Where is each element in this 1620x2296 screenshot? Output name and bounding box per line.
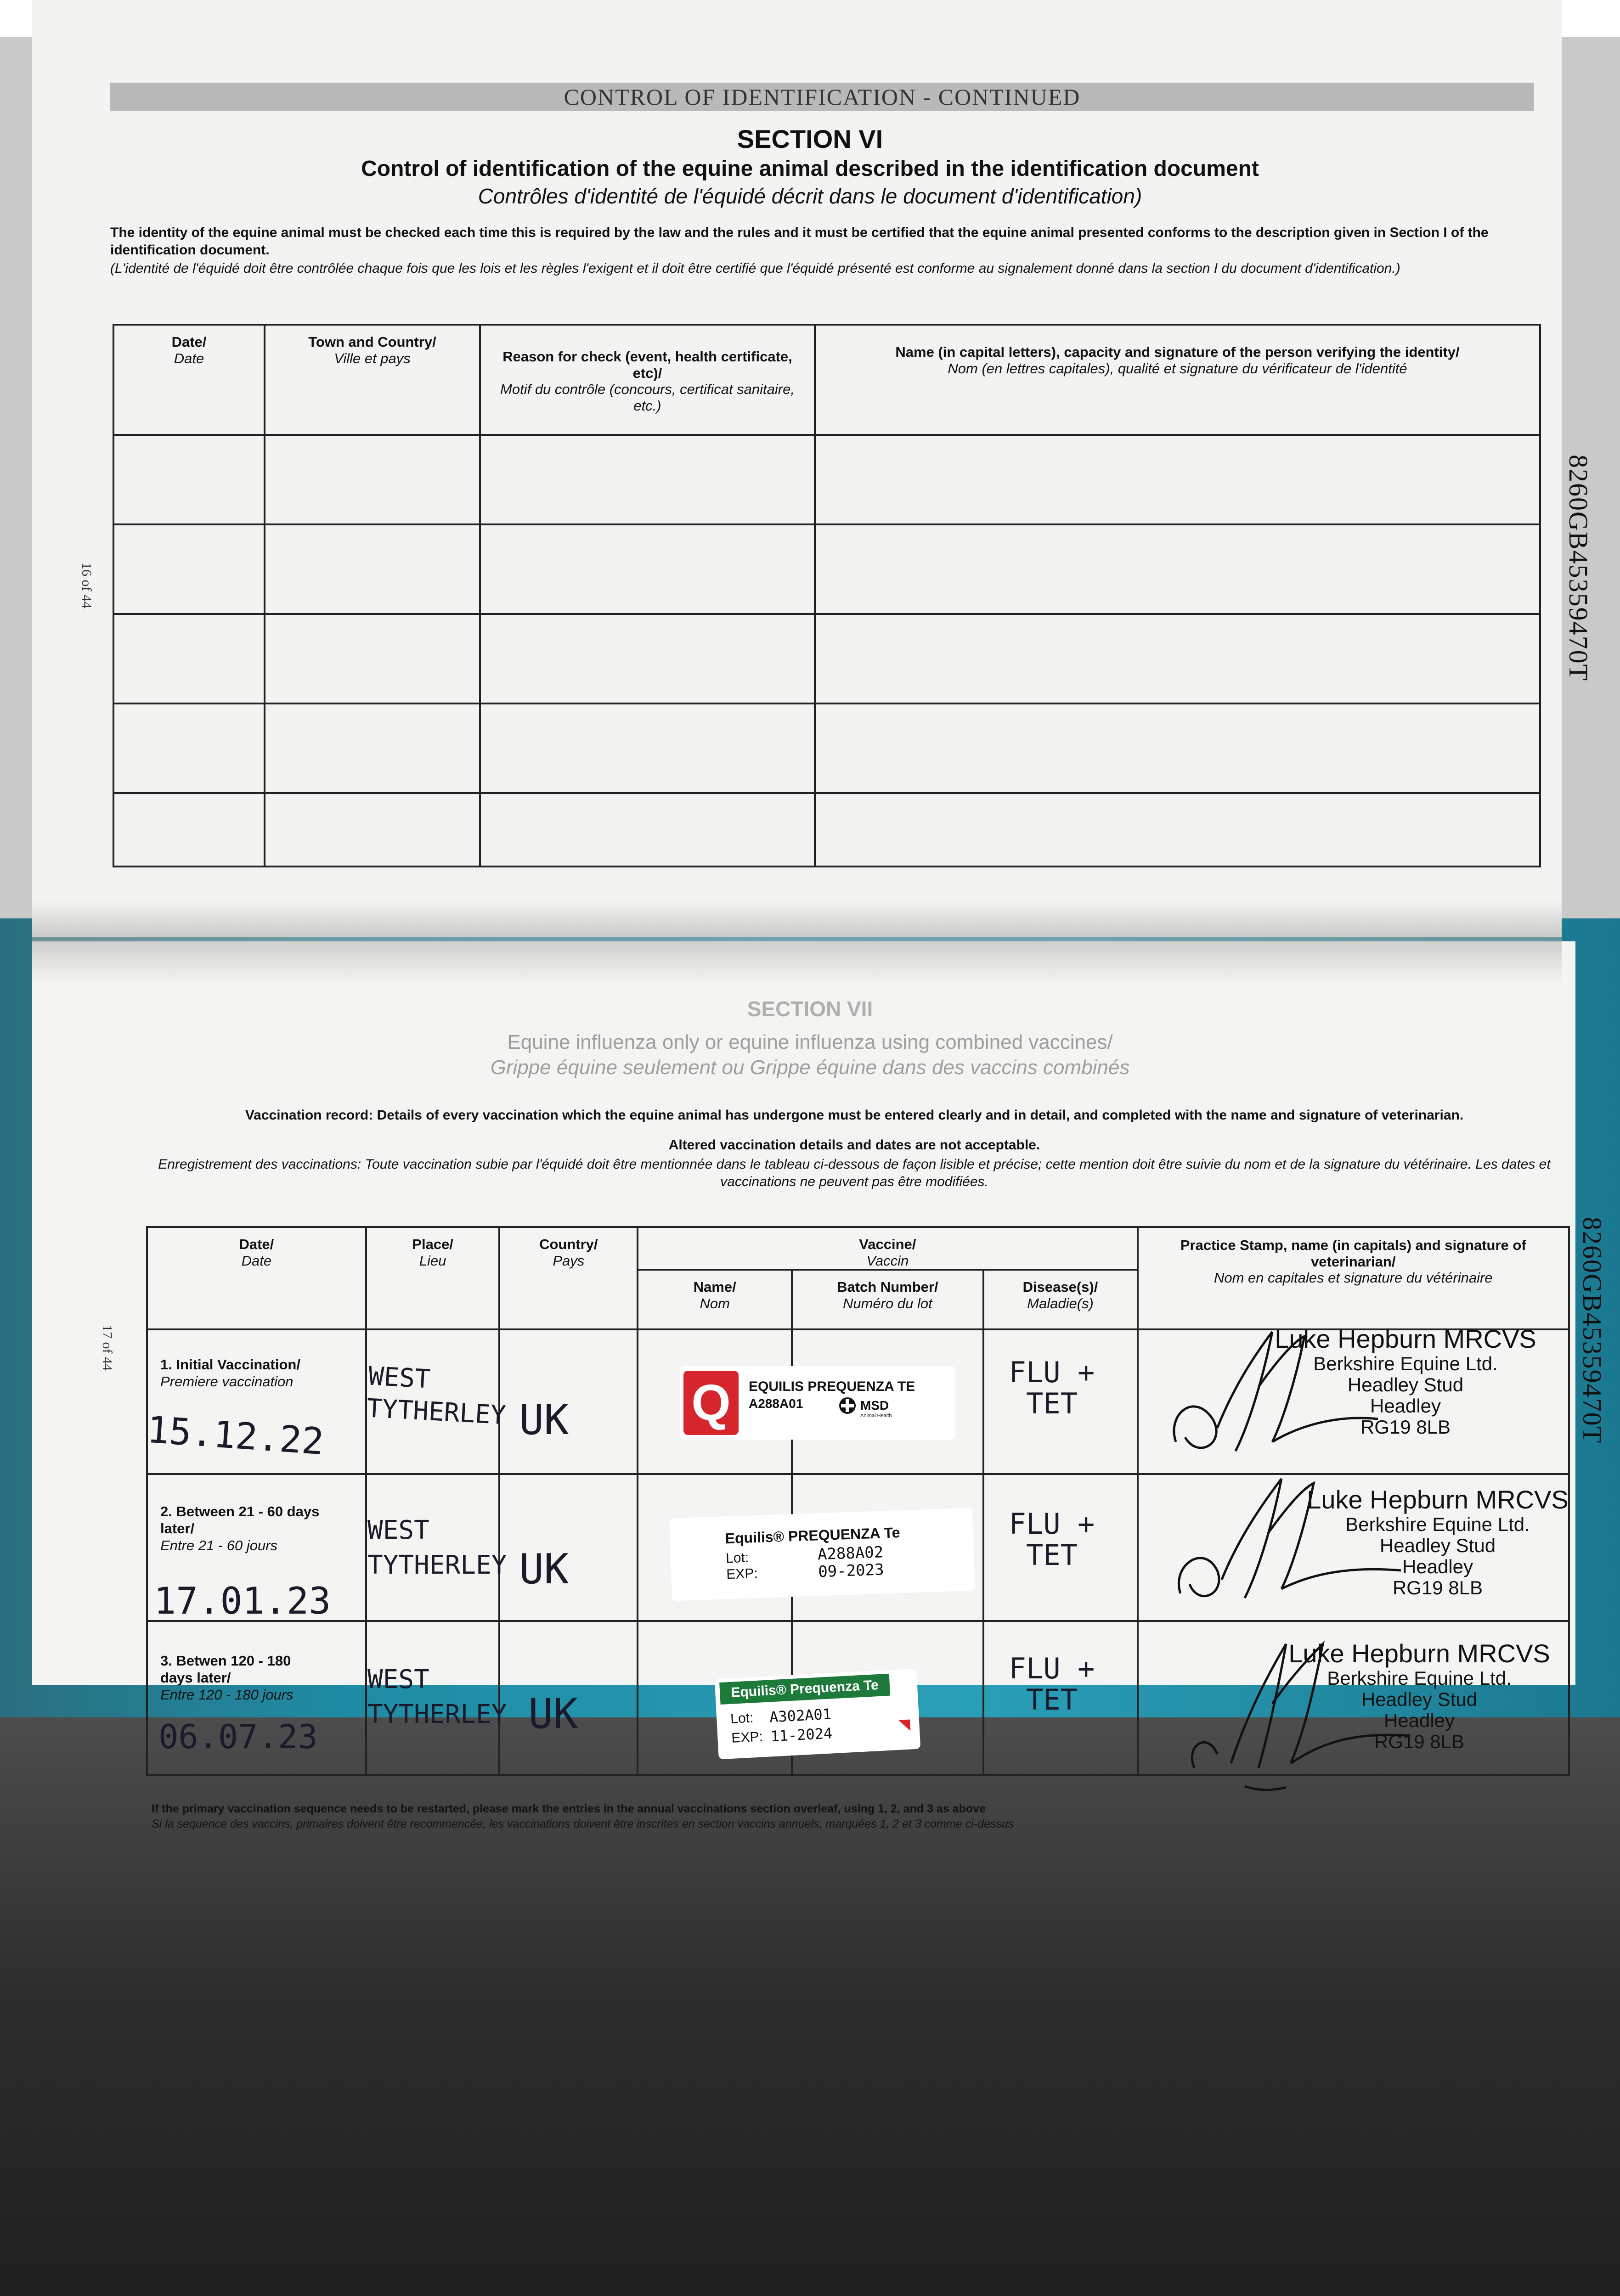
- row2-disease: FLU + TET: [1009, 1507, 1095, 1572]
- row2-label-en: 2. Between 21 - 60 days later/: [160, 1503, 320, 1537]
- table-row: [113, 703, 1540, 793]
- vaccine-sticker-2: [669, 1508, 975, 1601]
- sticker2-lot: A288A02: [817, 1543, 884, 1564]
- stamp2-line3: Headley: [1402, 1555, 1473, 1577]
- section-vii-title-fr: Grippe équine seulement ou Grippe équine dans des vaccins combinés: [490, 1056, 1130, 1079]
- sticker2-lot-label: Lot:: [725, 1550, 749, 1566]
- vet-signature-2: [1162, 1465, 1419, 1616]
- col-date-fr: Date: [174, 350, 204, 366]
- section-vii-intro-fr: Enregistrement des vaccinations: Toute vaccination subie par l'équidé doit être mentionnée dans le tableau ci-dessous de façon lisible et précise; cette mention doit être suivie du nom et de la signature du vétérinaire. Les dates et vaccinations ne peuvent pas être modifiées.: [158, 1157, 1551, 1189]
- sticker-red-corner: [898, 1720, 910, 1732]
- row3-disease: FLU + TET: [1009, 1652, 1095, 1717]
- sticker1-brand: MSD: [860, 1398, 889, 1412]
- stamp3-line2: Headley Stud: [1361, 1688, 1478, 1710]
- stamp1-line3: Headley: [1370, 1395, 1441, 1417]
- identity-check-table: [113, 324, 1541, 867]
- row3-label-fr: Entre 120 - 180 jours: [160, 1687, 294, 1703]
- col-disease-en: Disease(s)/: [1022, 1279, 1098, 1295]
- row3-date: 06.07.23: [158, 1717, 318, 1756]
- stamp2-practice: Berkshire Equine Ltd.: [1345, 1513, 1530, 1535]
- row3-place: WEST TYTHERLEY: [367, 1665, 507, 1729]
- row1-label-en: 1. Initial Vaccination/: [160, 1356, 300, 1373]
- table-row: [113, 614, 1540, 703]
- vet-signature-1: [1157, 1322, 1406, 1479]
- col-batch-fr: Numéro du lot: [842, 1295, 932, 1311]
- col-country-en: Country/: [539, 1236, 598, 1252]
- equilis-q-logo: Q: [683, 1371, 739, 1435]
- stamp3-vet: Luke Hepburn MRCVS: [1288, 1639, 1550, 1668]
- sticker3-lot-label: Lot:: [730, 1710, 754, 1727]
- stamp3-practice: Berkshire Equine Ltd.: [1327, 1667, 1512, 1689]
- col-place-fr: Lieu: [419, 1252, 446, 1269]
- section-vi-label: SECTION VI: [737, 124, 883, 153]
- stamp2-postcode: RG19 8LB: [1392, 1577, 1483, 1599]
- col-name-en: Name/: [693, 1279, 736, 1295]
- stamp3-line3: Headley: [1383, 1709, 1455, 1731]
- stamp1-line2: Headley Stud: [1347, 1373, 1464, 1396]
- sticker3-lot: A302A01: [769, 1705, 832, 1726]
- col-batch-en: Batch Number/: [837, 1279, 938, 1295]
- sticker2-name: Equilis® PREQUENZA Te: [725, 1524, 901, 1547]
- col-town-en: Town and Country/: [308, 334, 436, 350]
- col-reason-fr: Motif du contrôle (concours, certificat sanitaire, etc.): [500, 381, 795, 414]
- sticker2-exp: 09-2023: [818, 1560, 885, 1581]
- col-date-en: Date/: [171, 334, 207, 350]
- header-bar: [110, 83, 1534, 111]
- col-name-fr: Nom: [700, 1295, 730, 1311]
- section-vi-title-en: Control of identification of the equine animal described in the identification document: [361, 157, 1259, 181]
- col-reason-en: Reason for check (event, health certificate, etc)/: [502, 349, 792, 381]
- row1-country: UK: [519, 1396, 569, 1444]
- col-place-en: Place/: [412, 1236, 453, 1252]
- page-number-16: 16 of 44: [79, 563, 94, 608]
- vaccine-sticker-1: [680, 1366, 955, 1440]
- sticker3-exp-label: EXP:: [731, 1729, 763, 1746]
- col-verifier-fr: Nom (en lettres capitales), qualité et signature du vérificateur de l'identité: [948, 360, 1407, 377]
- col-practice-fr: Nom en capitales et signature du vétérinaire: [1214, 1270, 1493, 1286]
- col-disease-fr: Maladie(s): [1027, 1295, 1094, 1311]
- table-row: [113, 435, 1540, 524]
- sticker1-name: EQUILIS PREQUENZA TE: [749, 1379, 915, 1394]
- section-vi-intro-en: The identity of the equine animal must be checked each time this is required by the law and the rules and it must be certified that the equine animal presented conforms to the description given in Section I of the identification document.: [110, 225, 1489, 258]
- section-vii-label: SECTION VII: [747, 997, 873, 1021]
- col-vaccine-fr: Vaccin: [866, 1252, 909, 1269]
- header-bar-text: CONTROL OF IDENTIFICATION - CONTINUED: [564, 84, 1081, 110]
- col-vaccine-en: Vaccine/: [859, 1236, 916, 1252]
- passport-number-upper: 8260GB45359470T: [1564, 455, 1593, 681]
- sticker2-exp-label: EXP:: [726, 1565, 758, 1582]
- table-row: [113, 793, 1540, 867]
- row1-label-fr: Premiere vaccination: [160, 1373, 294, 1390]
- page-fold: [32, 900, 1562, 983]
- row3-country: UK: [528, 1690, 578, 1738]
- table-row: [113, 524, 1540, 614]
- col-date-fr: Date: [241, 1252, 272, 1269]
- stamp2-line2: Headley Stud: [1379, 1534, 1496, 1556]
- section-vi-title-fr: Contrôles d'identité de l'équidé décrit dans le document d'identification): [478, 184, 1142, 208]
- stamp3-postcode: RG19 8LB: [1374, 1731, 1465, 1753]
- row1-date: 15.12.22: [146, 1408, 326, 1463]
- passport-number-lower: 8260GB45359470T: [1577, 1217, 1607, 1444]
- sticker3-name: Equilis® Prequenza Te: [719, 1674, 890, 1705]
- col-town-fr: Ville et pays: [334, 350, 411, 366]
- row2-label-fr: Entre 21 - 60 jours: [160, 1537, 278, 1554]
- sticker1-brand-sub: Animal Health: [860, 1413, 892, 1418]
- row3-label-en: 3. Betwen 120 - 180 days later/: [160, 1653, 291, 1686]
- row2-place: WEST TYTHERLEY: [367, 1515, 507, 1580]
- stamp1-postcode: RG19 8LB: [1360, 1416, 1451, 1438]
- page-number-17: 17 of 44: [100, 1325, 115, 1371]
- col-verifier-en: Name (in capital letters), capacity and signature of the person verifying the identity/: [895, 344, 1460, 360]
- row2-country: UK: [519, 1545, 569, 1593]
- col-country-fr: Pays: [553, 1252, 585, 1269]
- vet-signature-3: [1167, 1616, 1424, 1800]
- row1-place: WEST TYTHERLEY: [366, 1361, 507, 1431]
- col-date-en: Date/: [239, 1236, 274, 1252]
- vaccine-sticker-3: [715, 1669, 921, 1760]
- row1-label: [154, 1348, 362, 1390]
- msd-logo-icon: [838, 1396, 857, 1415]
- section-vii-title-en: Equine influenza only or equine influenza using combined vaccines/: [507, 1031, 1113, 1053]
- stamp1-practice: Berkshire Equine Ltd.: [1313, 1352, 1498, 1374]
- section-vi-intro-fr: (L'identité de l'équidé doit être contrôlée chaque fois que les lois et les règles l'exigent et il doit être certifié que l'équidé présenté est conforme au signalement donné dans la section I du document d'identification.): [110, 261, 1400, 276]
- section-vii-intro-en: Vaccination record: Details of every vaccination which the equine animal has undergone must be entered clearly and in detail, and completed with the name and signature of veterinarian.: [245, 1108, 1464, 1123]
- row2-label: [154, 1495, 326, 1554]
- footnote-fr: Si la sequence des vaccins, primaires doivent être recommencée, les vaccinations doivent être inscrites en section vaccins annuels, marquées 1, 2 et 3 comme ci-dessus: [152, 1818, 1014, 1830]
- col-practice-en: Practice Stamp, name (in capitals) and signature of veterinarian/: [1180, 1237, 1526, 1270]
- stamp2-vet: Luke Hepburn MRCVS: [1307, 1485, 1569, 1514]
- footnote-en: If the primary vaccination sequence needs to be restarted, please mark the entries in the annual vaccinations section overleaf, using 1, 2, and 3 as above: [152, 1802, 986, 1815]
- row1-disease: FLU + TET: [1009, 1356, 1095, 1421]
- sticker1-batch: A288A01: [749, 1396, 803, 1411]
- row3-label: [154, 1644, 326, 1704]
- section-vii-intro-en-2: Altered vaccination details and dates are not acceptable.: [668, 1137, 1040, 1153]
- row2-date: 17.01.23: [154, 1580, 331, 1622]
- sticker3-exp: 11-2024: [770, 1724, 833, 1745]
- stamp1-vet: Luke Hepburn MRCVS: [1275, 1324, 1536, 1353]
